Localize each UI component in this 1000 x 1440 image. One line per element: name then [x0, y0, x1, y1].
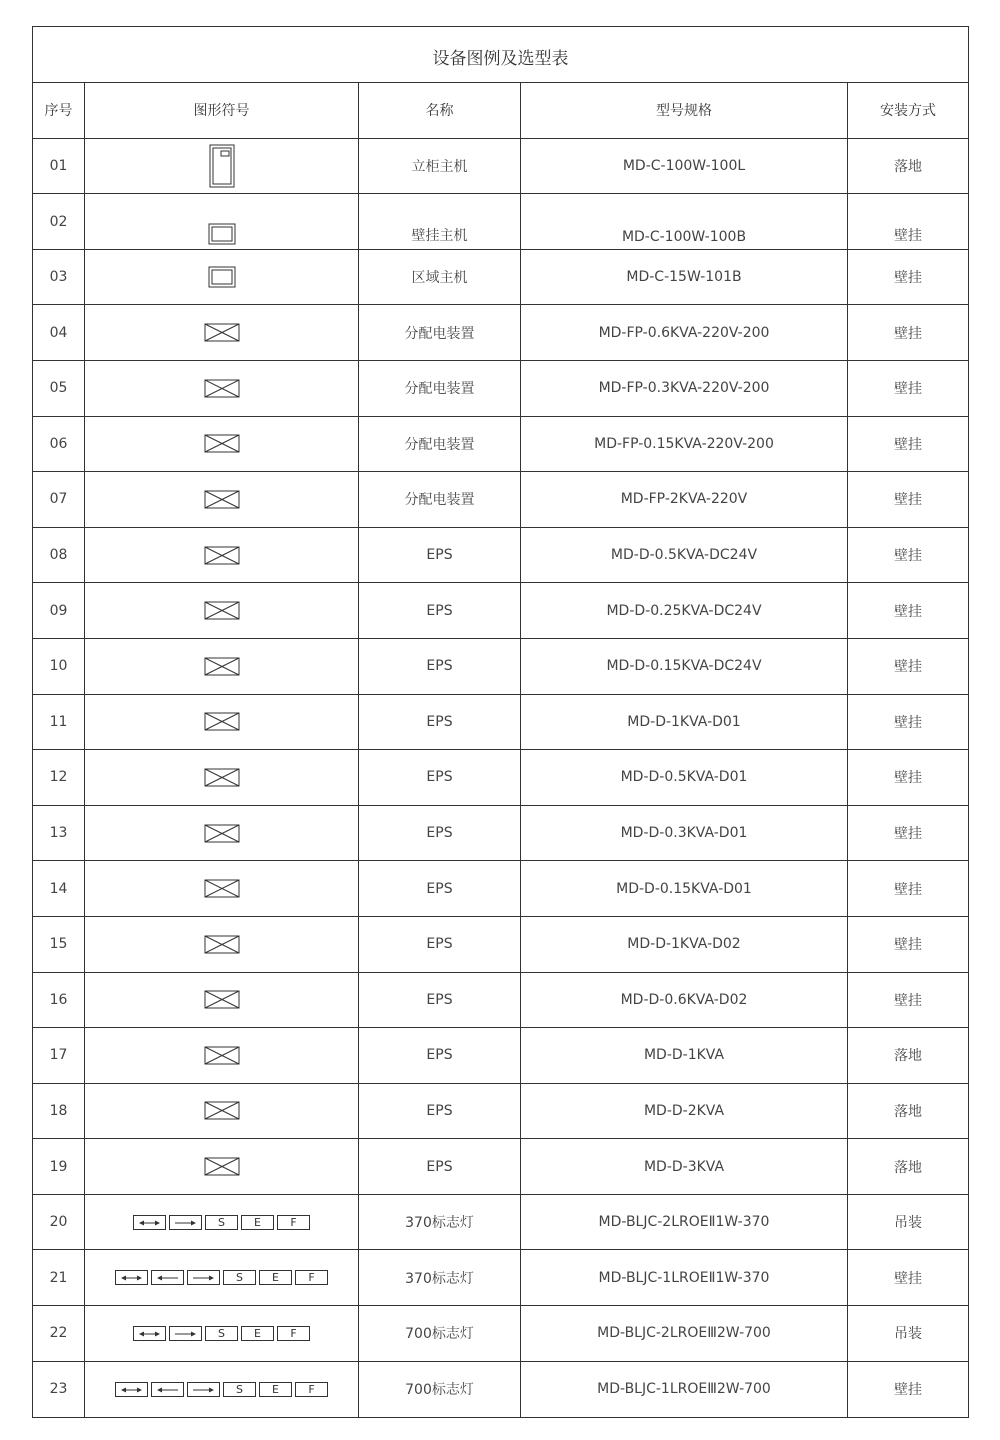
row-name: 壁挂主机: [359, 194, 521, 249]
row-model: MD-FP-0.6KVA-220V-200: [521, 305, 848, 360]
table-row: [33, 695, 968, 751]
row-seq: 05: [33, 361, 85, 416]
header-name: 名称: [359, 83, 521, 138]
arrow-left-icon: [151, 1382, 184, 1397]
row-install: 壁挂: [894, 770, 922, 787]
row-symbol: [85, 194, 359, 249]
row-seq: 11: [33, 695, 85, 750]
row-seq: 19: [33, 1139, 85, 1194]
row-model: MD-D-1KVA-D01: [521, 695, 848, 750]
header-symbol: 图形符号: [85, 83, 359, 138]
row-model: MD-D-0.5KVA-D01: [521, 750, 848, 805]
row-model: MD-D-2KVA: [521, 1084, 848, 1139]
row-model: MD-D-0.15KVA-DC24V: [521, 639, 848, 694]
row-model: MD-C-100W-100L: [521, 139, 848, 194]
row-symbol: [85, 861, 359, 916]
box-x-icon: [204, 879, 240, 898]
row-install: 壁挂: [894, 436, 922, 453]
row-name: 分配电装置: [359, 472, 521, 527]
row-symbol: [85, 417, 359, 472]
box-x-icon: [204, 712, 240, 731]
table-row: [33, 472, 968, 528]
row-name: EPS: [359, 861, 521, 916]
row-install: 壁挂: [894, 603, 922, 620]
row-seq: 22: [33, 1306, 85, 1361]
row-install: 壁挂: [894, 227, 922, 244]
box-x-icon: [204, 768, 240, 787]
row-symbol: [85, 917, 359, 972]
arrow-left-icon: [151, 1270, 184, 1285]
row-name: EPS: [359, 1139, 521, 1194]
sign-lamp-icons: [115, 1382, 328, 1397]
box-x-icon: [204, 601, 240, 620]
row-name: EPS: [359, 639, 521, 694]
row-symbol: [85, 528, 359, 583]
table-row: [33, 806, 968, 862]
row-name: 立柜主机: [359, 139, 521, 194]
row-name: 370标志灯: [359, 1195, 521, 1250]
row-model: MD-D-1KVA-D02: [521, 917, 848, 972]
box-x-icon: [204, 1157, 240, 1176]
table-row: [33, 528, 968, 584]
row-install: 壁挂: [894, 714, 922, 731]
row-install: 壁挂: [894, 381, 922, 398]
header-model: 型号规格: [521, 83, 848, 138]
table-row: [33, 361, 968, 417]
row-model: MD-FP-0.15KVA-220V-200: [521, 417, 848, 472]
table-row: [33, 1306, 968, 1362]
row-name: EPS: [359, 806, 521, 861]
header-row: [33, 83, 968, 139]
row-symbol: [85, 1139, 359, 1194]
row-name: 370标志灯: [359, 1250, 521, 1305]
table-row: [33, 917, 968, 973]
row-seq: 10: [33, 639, 85, 694]
row-seq: 01: [33, 139, 85, 194]
row-seq: 04: [33, 305, 85, 360]
row-model: MD-FP-0.3KVA-220V-200: [521, 361, 848, 416]
row-model: MD-D-0.6KVA-D02: [521, 973, 848, 1028]
sign-lamp-icons: [115, 1270, 328, 1285]
double-arrow-icon: [115, 1382, 148, 1397]
row-model: MD-BLJC-1LROEⅢ2W-700: [521, 1362, 848, 1418]
row-symbol: [85, 472, 359, 527]
row-model: MD-BLJC-1LROEⅡ1W-370: [521, 1250, 848, 1305]
sign-letter-s: S: [223, 1382, 256, 1397]
row-seq: 02: [33, 194, 85, 249]
table-row: [33, 973, 968, 1029]
row-seq: 06: [33, 417, 85, 472]
equipment-table: [32, 26, 969, 1418]
table-row: [33, 305, 968, 361]
table-row: [33, 1028, 968, 1084]
row-name: 分配电装置: [359, 417, 521, 472]
row-name: EPS: [359, 695, 521, 750]
sign-letter-e: E: [259, 1270, 292, 1285]
row-install: 壁挂: [894, 548, 922, 565]
sign-letter-f: F: [277, 1215, 310, 1230]
header-seq: 序号: [33, 83, 85, 138]
sign-lamp-icons: [133, 1326, 310, 1341]
sign-letter-f: F: [295, 1382, 328, 1397]
row-seq: 14: [33, 861, 85, 916]
sign-lamp-icons: [133, 1215, 310, 1230]
row-symbol: [85, 250, 359, 305]
row-seq: 15: [33, 917, 85, 972]
wall-host-icon: [208, 266, 236, 288]
row-name: EPS: [359, 750, 521, 805]
row-symbol: [85, 750, 359, 805]
box-x-icon: [204, 1046, 240, 1065]
row-install: 壁挂: [894, 325, 922, 342]
row-install: 吊装: [894, 1215, 922, 1232]
row-model: MD-D-0.3KVA-D01: [521, 806, 848, 861]
box-x-icon: [204, 379, 240, 398]
sign-letter-f: F: [277, 1326, 310, 1341]
table-row: [33, 417, 968, 473]
row-symbol: [85, 305, 359, 360]
double-arrow-icon: [133, 1215, 166, 1230]
row-model: MD-C-15W-101B: [521, 250, 848, 305]
row-symbol: [85, 1028, 359, 1083]
box-x-icon: [204, 657, 240, 676]
row-name: 700标志灯: [359, 1362, 521, 1418]
row-seq: 12: [33, 750, 85, 805]
row-name: 分配电装置: [359, 361, 521, 416]
row-install: 落地: [894, 158, 922, 175]
row-seq: 08: [33, 528, 85, 583]
table-row: [33, 639, 968, 695]
box-x-icon: [204, 434, 240, 453]
row-model: MD-FP-2KVA-220V: [521, 472, 848, 527]
row-model: MD-D-0.25KVA-DC24V: [521, 583, 848, 638]
row-install: 壁挂: [894, 1382, 922, 1399]
table-row: [33, 1362, 968, 1418]
arrow-right-icon: [187, 1382, 220, 1397]
sign-letter-f: F: [295, 1270, 328, 1285]
row-install: 壁挂: [894, 992, 922, 1009]
row-symbol: [85, 1250, 359, 1305]
row-seq: 23: [33, 1362, 85, 1418]
row-seq: 13: [33, 806, 85, 861]
table-title: 设备图例及选型表: [33, 27, 968, 83]
row-install: 落地: [894, 1103, 922, 1120]
row-install: 壁挂: [894, 1270, 922, 1287]
row-symbol: [85, 583, 359, 638]
row-symbol: [85, 1306, 359, 1361]
row-symbol: [85, 139, 359, 194]
table-row: [33, 1250, 968, 1306]
row-install: 壁挂: [894, 937, 922, 954]
wall-host-icon: [208, 223, 236, 245]
row-name: EPS: [359, 1084, 521, 1139]
row-seq: 09: [33, 583, 85, 638]
arrow-right-icon: [187, 1270, 220, 1285]
row-name: EPS: [359, 917, 521, 972]
row-name: EPS: [359, 1028, 521, 1083]
table-row: [33, 1195, 968, 1251]
row-install: 落地: [894, 1159, 922, 1176]
row-seq: 21: [33, 1250, 85, 1305]
row-symbol: [85, 1195, 359, 1250]
row-model: MD-BLJC-2LROEⅡ1W-370: [521, 1195, 848, 1250]
table-row: [33, 583, 968, 639]
sign-letter-s: S: [223, 1270, 256, 1285]
table-row: [33, 750, 968, 806]
row-symbol: [85, 973, 359, 1028]
table-row: [33, 250, 968, 306]
row-install: 壁挂: [894, 881, 922, 898]
row-install: 吊装: [894, 1326, 922, 1343]
row-model: MD-C-100W-100B: [521, 194, 848, 249]
row-symbol: [85, 361, 359, 416]
box-x-icon: [204, 824, 240, 843]
row-symbol: [85, 695, 359, 750]
sign-letter-e: E: [241, 1215, 274, 1230]
row-seq: 07: [33, 472, 85, 527]
box-x-icon: [204, 546, 240, 565]
box-x-icon: [204, 490, 240, 509]
box-x-icon: [204, 1101, 240, 1120]
row-model: MD-D-0.15KVA-D01: [521, 861, 848, 916]
table-row: [33, 861, 968, 917]
row-name: EPS: [359, 583, 521, 638]
table-row: [33, 1084, 968, 1140]
row-model: MD-BLJC-2LROEⅢ2W-700: [521, 1306, 848, 1361]
row-name: 700标志灯: [359, 1306, 521, 1361]
row-install: 壁挂: [894, 659, 922, 676]
row-install: 壁挂: [894, 492, 922, 509]
row-model: MD-D-0.5KVA-DC24V: [521, 528, 848, 583]
sign-letter-e: E: [259, 1382, 292, 1397]
header-install: 安装方式: [880, 103, 936, 120]
row-name: EPS: [359, 528, 521, 583]
row-seq: 17: [33, 1028, 85, 1083]
row-install: 落地: [894, 1048, 922, 1065]
box-x-icon: [204, 990, 240, 1009]
row-seq: 18: [33, 1084, 85, 1139]
sign-letter-s: S: [205, 1326, 238, 1341]
sign-letter-e: E: [241, 1326, 274, 1341]
arrow-right-icon: [169, 1215, 202, 1230]
cabinet-icon: [209, 144, 235, 188]
row-name: 区域主机: [359, 250, 521, 305]
sign-letter-s: S: [205, 1215, 238, 1230]
row-name: 分配电装置: [359, 305, 521, 360]
row-model: MD-D-1KVA: [521, 1028, 848, 1083]
row-install: 壁挂: [894, 270, 922, 287]
row-symbol: [85, 639, 359, 694]
row-symbol: [85, 1084, 359, 1139]
double-arrow-icon: [133, 1326, 166, 1341]
arrow-right-icon: [169, 1326, 202, 1341]
row-name: EPS: [359, 973, 521, 1028]
row-install: 壁挂: [894, 826, 922, 843]
row-symbol: [85, 1362, 359, 1418]
box-x-icon: [204, 935, 240, 954]
row-model: MD-D-3KVA: [521, 1139, 848, 1194]
box-x-icon: [204, 323, 240, 342]
table-row: [33, 1139, 968, 1195]
row-seq: 20: [33, 1195, 85, 1250]
double-arrow-icon: [115, 1270, 148, 1285]
row-seq: 03: [33, 250, 85, 305]
table-row: [33, 194, 968, 250]
row-symbol: [85, 806, 359, 861]
row-seq: 16: [33, 973, 85, 1028]
table-row: [33, 139, 968, 195]
